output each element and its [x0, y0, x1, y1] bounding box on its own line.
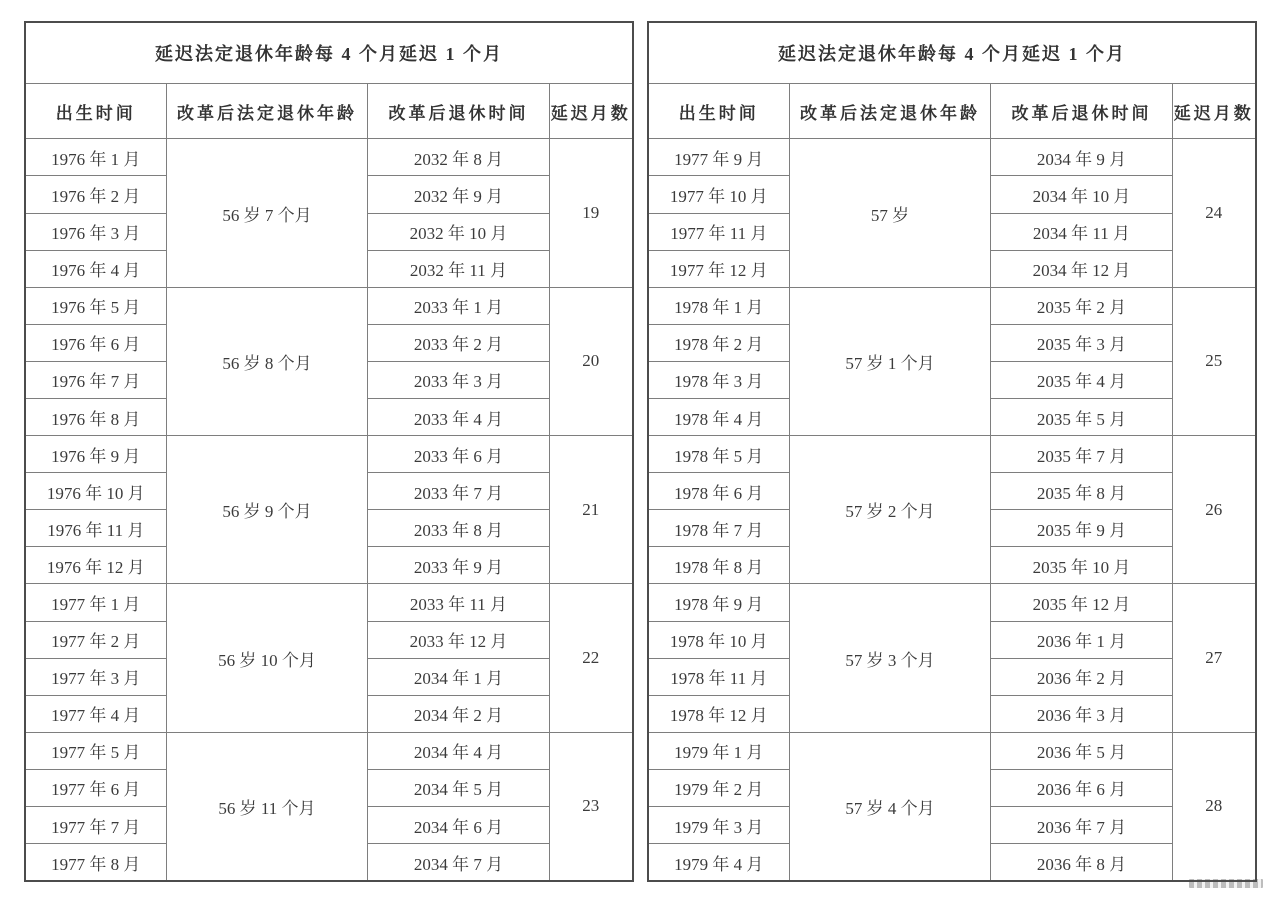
retirement-month-cell: 2034 年 9 月	[991, 139, 1172, 176]
birth-month-cell: 1977 年 6 月	[25, 769, 166, 806]
birth-month-cell: 1977 年 12 月	[648, 250, 789, 287]
birth-month-cell: 1976 年 2 月	[25, 176, 166, 213]
retirement-month-cell: 2034 年 2 月	[368, 695, 549, 732]
retirement-month-cell: 2034 年 10 月	[991, 176, 1172, 213]
birth-month-cell: 1976 年 3 月	[25, 213, 166, 250]
retirement-age-cell: 57 岁	[789, 139, 991, 287]
birth-month-cell: 1978 年 8 月	[648, 547, 789, 584]
retirement-age-cell: 56 岁 8 个月	[166, 287, 368, 435]
retirement-month-cell: 2035 年 8 月	[991, 473, 1172, 510]
table-row	[648, 139, 1256, 176]
retirement-month-cell: 2033 年 7 月	[368, 473, 549, 510]
table-row	[648, 436, 1256, 473]
retirement-month-cell: 2032 年 9 月	[368, 176, 549, 213]
birth-month-cell: 1979 年 2 月	[648, 769, 789, 806]
birth-month-cell: 1976 年 9 月	[25, 436, 166, 473]
table-row	[25, 139, 633, 176]
delay-months-cell: 25	[1172, 287, 1256, 435]
retirement-month-cell: 2035 年 4 月	[991, 361, 1172, 398]
column-header-1: 改革后法定退休年龄	[789, 84, 991, 139]
birth-month-cell: 1978 年 2 月	[648, 324, 789, 361]
birth-month-cell: 1976 年 1 月	[25, 139, 166, 176]
column-header-3: 延迟月数	[1172, 84, 1256, 139]
retirement-month-cell: 2035 年 10 月	[991, 547, 1172, 584]
retirement-month-cell: 2033 年 4 月	[368, 398, 549, 435]
retirement-month-cell: 2034 年 6 月	[368, 807, 549, 844]
retirement-month-cell: 2032 年 11 月	[368, 250, 549, 287]
retirement-month-cell: 2033 年 2 月	[368, 324, 549, 361]
birth-month-cell: 1978 年 4 月	[648, 398, 789, 435]
birth-month-cell: 1977 年 4 月	[25, 695, 166, 732]
delay-months-cell: 23	[549, 732, 633, 881]
birth-month-cell: 1979 年 3 月	[648, 807, 789, 844]
column-header-0: 出生时间	[25, 84, 166, 139]
birth-month-cell: 1977 年 10 月	[648, 176, 789, 213]
retirement-month-cell: 2036 年 5 月	[991, 732, 1172, 769]
column-header-2: 改革后退休时间	[991, 84, 1172, 139]
delay-months-cell: 28	[1172, 732, 1256, 881]
retirement-month-cell: 2036 年 1 月	[991, 621, 1172, 658]
retirement-month-cell: 2036 年 7 月	[991, 807, 1172, 844]
table-row	[25, 287, 633, 324]
delay-months-cell: 22	[549, 584, 633, 732]
retirement-month-cell: 2035 年 5 月	[991, 398, 1172, 435]
birth-month-cell: 1976 年 11 月	[25, 510, 166, 547]
birth-month-cell: 1976 年 8 月	[25, 398, 166, 435]
retirement-month-cell: 2033 年 12 月	[368, 621, 549, 658]
table-header-row	[25, 84, 633, 139]
retirement-age-cell: 57 岁 2 个月	[789, 436, 991, 584]
retirement-age-cell: 56 岁 11 个月	[166, 732, 368, 881]
birth-month-cell: 1977 年 9 月	[648, 139, 789, 176]
retirement-month-cell: 2036 年 6 月	[991, 769, 1172, 806]
retirement-month-cell: 2035 年 7 月	[991, 436, 1172, 473]
table-row	[25, 436, 633, 473]
birth-month-cell: 1977 年 11 月	[648, 213, 789, 250]
retirement-age-cell: 57 岁 1 个月	[789, 287, 991, 435]
retirement-month-cell: 2033 年 6 月	[368, 436, 549, 473]
retirement-month-cell: 2033 年 1 月	[368, 287, 549, 324]
birth-month-cell: 1977 年 5 月	[25, 732, 166, 769]
table-title: 延迟法定退休年龄每 4 个月延迟 1 个月	[25, 22, 633, 84]
retirement-month-cell: 2036 年 8 月	[991, 844, 1172, 881]
retirement-month-cell: 2034 年 4 月	[368, 732, 549, 769]
table-row	[648, 287, 1256, 324]
retirement-month-cell: 2032 年 10 月	[368, 213, 549, 250]
birth-month-cell: 1976 年 12 月	[25, 547, 166, 584]
birth-month-cell: 1976 年 5 月	[25, 287, 166, 324]
retirement-table-left	[24, 21, 634, 882]
table-header-row	[648, 84, 1256, 139]
watermark	[1189, 879, 1263, 888]
table-title-row	[648, 22, 1256, 84]
retirement-age-cell: 56 岁 9 个月	[166, 436, 368, 584]
retirement-month-cell: 2034 年 12 月	[991, 250, 1172, 287]
column-header-1: 改革后法定退休年龄	[166, 84, 368, 139]
retirement-month-cell: 2034 年 1 月	[368, 658, 549, 695]
delay-months-cell: 24	[1172, 139, 1256, 287]
retirement-month-cell: 2036 年 2 月	[991, 658, 1172, 695]
delay-months-cell: 20	[549, 287, 633, 435]
birth-month-cell: 1978 年 9 月	[648, 584, 789, 621]
retirement-month-cell: 2035 年 3 月	[991, 324, 1172, 361]
retirement-month-cell: 2035 年 12 月	[991, 584, 1172, 621]
column-header-0: 出生时间	[648, 84, 789, 139]
table-row	[648, 584, 1256, 621]
birth-month-cell: 1978 年 10 月	[648, 621, 789, 658]
birth-month-cell: 1977 年 3 月	[25, 658, 166, 695]
column-header-2: 改革后退休时间	[368, 84, 549, 139]
column-header-3: 延迟月数	[549, 84, 633, 139]
table-row	[25, 584, 633, 621]
delay-months-cell: 26	[1172, 436, 1256, 584]
table-row	[648, 732, 1256, 769]
retirement-month-cell: 2034 年 11 月	[991, 213, 1172, 250]
retirement-month-cell: 2033 年 8 月	[368, 510, 549, 547]
retirement-table-right	[647, 21, 1257, 882]
birth-month-cell: 1978 年 1 月	[648, 287, 789, 324]
birth-month-cell: 1976 年 4 月	[25, 250, 166, 287]
retirement-tables-container	[24, 21, 1257, 882]
retirement-month-cell: 2036 年 3 月	[991, 695, 1172, 732]
table-title-row	[25, 22, 633, 84]
retirement-month-cell: 2033 年 11 月	[368, 584, 549, 621]
birth-month-cell: 1978 年 5 月	[648, 436, 789, 473]
retirement-age-cell: 57 岁 3 个月	[789, 584, 991, 732]
retirement-month-cell: 2035 年 9 月	[991, 510, 1172, 547]
birth-month-cell: 1979 年 4 月	[648, 844, 789, 881]
birth-month-cell: 1978 年 6 月	[648, 473, 789, 510]
delay-months-cell: 27	[1172, 584, 1256, 732]
retirement-month-cell: 2033 年 9 月	[368, 547, 549, 584]
retirement-month-cell: 2032 年 8 月	[368, 139, 549, 176]
birth-month-cell: 1978 年 3 月	[648, 361, 789, 398]
retirement-month-cell: 2035 年 2 月	[991, 287, 1172, 324]
delay-months-cell: 21	[549, 436, 633, 584]
birth-month-cell: 1978 年 12 月	[648, 695, 789, 732]
birth-month-cell: 1979 年 1 月	[648, 732, 789, 769]
retirement-month-cell: 2034 年 7 月	[368, 844, 549, 881]
birth-month-cell: 1978 年 11 月	[648, 658, 789, 695]
birth-month-cell: 1976 年 6 月	[25, 324, 166, 361]
delay-months-cell: 19	[549, 139, 633, 287]
birth-month-cell: 1976 年 10 月	[25, 473, 166, 510]
birth-month-cell: 1978 年 7 月	[648, 510, 789, 547]
birth-month-cell: 1976 年 7 月	[25, 361, 166, 398]
table-title: 延迟法定退休年龄每 4 个月延迟 1 个月	[648, 22, 1256, 84]
retirement-month-cell: 2034 年 5 月	[368, 769, 549, 806]
birth-month-cell: 1977 年 2 月	[25, 621, 166, 658]
retirement-month-cell: 2033 年 3 月	[368, 361, 549, 398]
retirement-age-cell: 57 岁 4 个月	[789, 732, 991, 881]
retirement-age-cell: 56 岁 10 个月	[166, 584, 368, 732]
table-row	[25, 732, 633, 769]
birth-month-cell: 1977 年 7 月	[25, 807, 166, 844]
birth-month-cell: 1977 年 1 月	[25, 584, 166, 621]
retirement-age-cell: 56 岁 7 个月	[166, 139, 368, 287]
birth-month-cell: 1977 年 8 月	[25, 844, 166, 881]
